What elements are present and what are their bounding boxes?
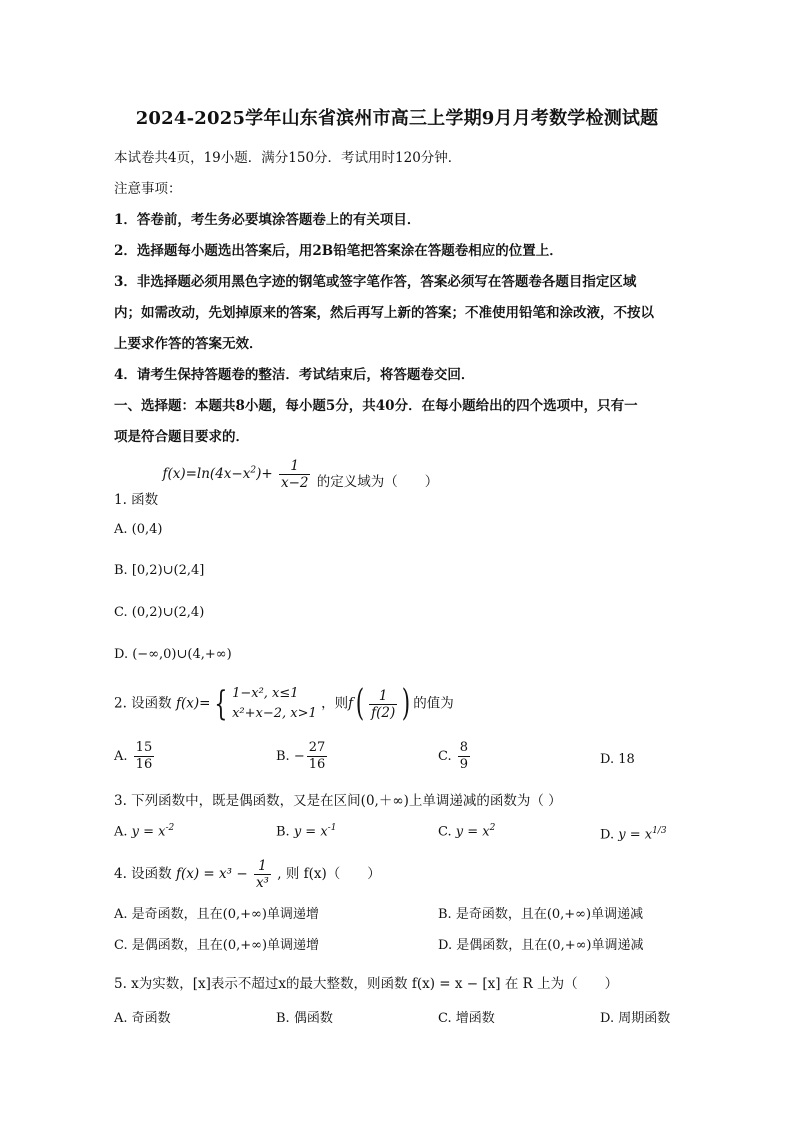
q2-inner-den: f(2) — [371, 704, 396, 721]
option-label: A. — [114, 824, 128, 840]
q2-f-lhs: f(x)= — [175, 695, 211, 712]
option-exponent: -1 — [327, 823, 337, 833]
q4-option-b[interactable]: B. 是奇函数，且在(0,+∞)单调递减 — [438, 907, 644, 922]
notice-item: 上要求作答的答案无效． — [114, 336, 263, 352]
frac-den: 16 — [308, 757, 326, 772]
option-text: 18 — [618, 752, 635, 767]
option-exponent: 1/3 — [652, 826, 667, 836]
question-1-prefix: 1. 函数 — [114, 492, 159, 508]
option-label: D. — [600, 827, 615, 843]
q2-f-call: f — [348, 695, 354, 712]
option-label: D. — [600, 752, 615, 767]
q4-suffix: , 则 f(x)（ ） — [277, 866, 381, 882]
q4-option-a[interactable]: A. 是奇函数，且在(0,+∞)单调递增 — [114, 907, 319, 922]
q3-option-c[interactable] — [438, 823, 495, 839]
q5-option-c[interactable]: C. 增函数 — [438, 1011, 495, 1026]
brace-symbol: { — [214, 684, 228, 724]
paren-left: ( — [355, 683, 365, 724]
q5-option-b[interactable]: B. 偶函数 — [276, 1011, 333, 1026]
q4-option-c[interactable]: C. 是偶函数，且在(0,+∞)单调递增 — [114, 938, 320, 953]
option-base: y = x — [618, 827, 653, 843]
q2-option-c[interactable] — [438, 740, 472, 773]
option-sign: − — [293, 749, 305, 764]
section-heading: 一、选择题：本题共8小题，每小题5分，共40分．在每小题给出的四个选项中，只有一 — [114, 398, 638, 414]
q4-option-d[interactable]: D. 是偶函数，且在(0,+∞)单调递减 — [438, 938, 644, 953]
option-fraction — [307, 740, 328, 773]
q1-func: f(x)=ln(4x−x — [162, 466, 251, 482]
option-exponent: -2 — [165, 823, 175, 833]
frac-den: 16 — [135, 757, 153, 772]
q2-option-a[interactable] — [114, 740, 156, 773]
notice-item: 1．答卷前，考生务必要填涂答题卷上的有关项目． — [114, 212, 421, 228]
q2-option-b[interactable] — [276, 740, 329, 773]
frac-num: 8 — [459, 740, 469, 755]
q3-option-b[interactable] — [276, 823, 336, 839]
q1-option-c[interactable]: C. (0,2)∪(2,4) — [114, 605, 205, 620]
option-base: y = x — [455, 824, 490, 840]
notice-item: 2．选择题每小题选出答案后，用2B铅笔把答案涂在答题卷相应的位置上． — [114, 243, 563, 259]
exam-intro: 本试卷共4页，19小题．满分150分．考试用时120分钟． — [114, 150, 462, 166]
q2-suffix: 的值为 — [413, 695, 454, 712]
exam-title: 2024-2025学年山东省滨州市高三上学期9月月考数学检测试题 — [135, 108, 659, 129]
notice-item: 内；如需改动，先划掉原来的答案，然后再写上新的答案；不准使用铅笔和涂改液，不按以 — [114, 305, 654, 321]
option-base: y = x — [293, 824, 328, 840]
option-fraction — [458, 740, 470, 773]
option-exponent: 2 — [489, 823, 496, 833]
option-label: C. — [438, 824, 452, 840]
q3-option-a[interactable] — [114, 823, 174, 839]
q2-inner-fraction — [369, 688, 397, 721]
q2-mid: ，则 — [321, 695, 349, 712]
q4-fraction — [254, 858, 271, 891]
q4-func: f(x) = x³ − — [175, 866, 248, 882]
option-base: y = x — [131, 824, 166, 840]
frac-num: 15 — [135, 740, 153, 755]
question-3: 3. 下列函数中，既是偶函数，又是在区间(0,＋∞)上单调递减的函数为（ ） — [114, 793, 562, 809]
frac-den: 9 — [459, 757, 469, 772]
option-label: B. — [276, 749, 290, 764]
section-heading: 项是符合题目要求的． — [114, 429, 249, 445]
q4-frac-num: 1 — [254, 858, 271, 875]
q1-option-b[interactable]: B. [0,2)∪(2,4] — [114, 563, 205, 578]
option-label: C. — [438, 749, 452, 764]
notice-item: 4．请考生保持答题卷的整洁．考试结束后，将答题卷交回． — [114, 367, 475, 383]
q2-cases — [232, 684, 317, 724]
q1-option-d[interactable]: D. (−∞,0)∪(4,+∞) — [114, 647, 232, 662]
q1-frac-den: x−2 — [280, 475, 309, 491]
q1-fraction — [279, 458, 311, 491]
q5-option-d[interactable]: D. 周期函数 — [600, 1011, 671, 1026]
question-4 — [114, 858, 381, 891]
q2-option-d[interactable] — [600, 752, 635, 767]
q2-case-1: 1−x², x≤1 — [232, 686, 299, 701]
notice-heading: 注意事项： — [114, 181, 182, 197]
question-1 — [114, 458, 439, 508]
q2-inner-num: 1 — [369, 688, 397, 705]
option-label: B. — [276, 824, 290, 840]
q2-case-2: x²+x−2, x>1 — [232, 706, 317, 721]
q1-option-a[interactable]: A. (0,4) — [114, 522, 163, 537]
question-2 — [114, 684, 454, 724]
q3-option-d[interactable] — [600, 826, 667, 842]
question-2-prefix: 2. 设函数 — [114, 695, 172, 712]
q5-option-a[interactable]: A. 奇函数 — [114, 1011, 171, 1026]
option-label: A. — [114, 749, 128, 764]
question-1-suffix: 的定义域为（ ） — [316, 474, 439, 490]
question-4-prefix: 4. 设函数 — [114, 866, 172, 882]
q1-func-tail: )+ — [256, 466, 273, 482]
frac-num: 27 — [308, 740, 326, 755]
question-5: 5. x为实数，[x]表示不超过x的最大整数，则函数 f(x) = x − [x] 在 R 上为（ ） — [114, 976, 619, 992]
q1-frac-num: 1 — [279, 458, 311, 475]
q4-frac-den: x³ — [255, 875, 269, 891]
question-1-function: $f(x)=\ln(4x-x^2)+$ $\frac{1}{x-2}$ — [162, 458, 309, 491]
notice-item: 3．非选择题必须用黑色字迹的钢笔或签字笔作答，答案必须写在答题卷各题目指定区域 — [114, 274, 637, 290]
option-fraction — [134, 740, 155, 773]
paren-right: ) — [402, 683, 411, 724]
